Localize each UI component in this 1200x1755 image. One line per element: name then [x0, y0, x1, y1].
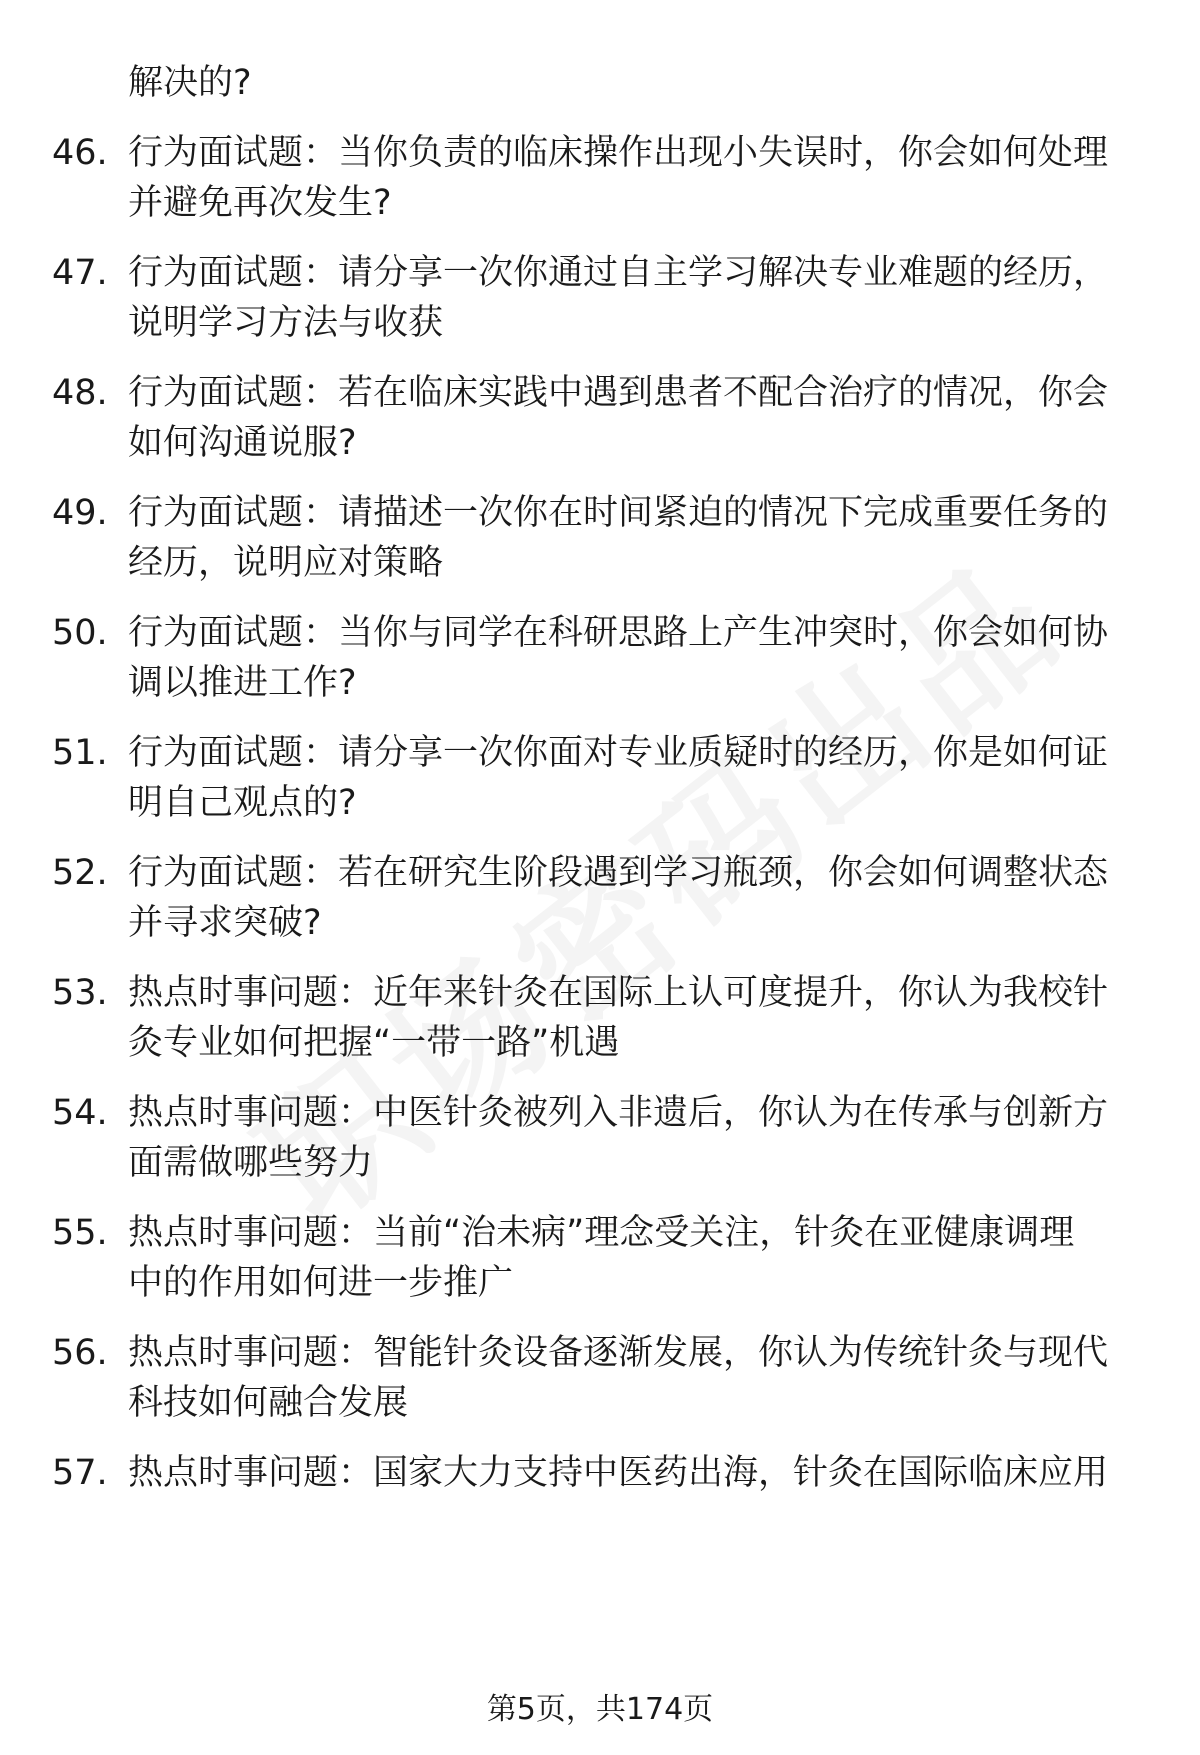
- question-text: 行为面试题：请描述一次你在时间紧迫的情况下完成重要任务的 经历，说明应对策略: [128, 493, 1109, 583]
- question-number: 47.: [52, 253, 108, 293]
- question-number: 54.: [52, 1093, 108, 1133]
- question-text: 行为面试题：若在研究生阶段遇到学习瓶颈，你会如何调整状态 并寻求突破?: [128, 853, 1109, 943]
- question-number: 48.: [52, 373, 108, 413]
- question-text: 热点时事问题：国家大力支持中医药出海，针灸在国际临床应用: [128, 1453, 1109, 1493]
- question-text: 热点时事问题：智能针灸设备逐渐发展，你认为传统针灸与现代 科技如何融合发展: [128, 1333, 1109, 1423]
- question-text: 行为面试题：请分享一次你面对专业质疑时的经历，你是如何证 明自己观点的?: [128, 733, 1109, 823]
- question-text: 行为面试题：当你负责的临床操作出现小失误时，你会如何处理 并避免再次发生?: [128, 133, 1109, 223]
- question-text: 行为面试题：若在临床实践中遇到患者不配合治疗的情况，你会 如何沟通说服?: [128, 373, 1109, 463]
- question-number: 50.: [52, 613, 108, 653]
- continued-text: 解决的?: [128, 63, 252, 103]
- question-number: 51.: [52, 733, 108, 773]
- question-text: 行为面试题：当你与同学在科研思路上产生冲突时，你会如何协 调以推进工作?: [128, 613, 1109, 703]
- question-number: 53.: [52, 973, 108, 1013]
- question-text: 热点时事问题：中医针灸被列入非遗后，你认为在传承与创新方 面需做哪些努力: [128, 1093, 1109, 1183]
- question-text: 热点时事问题：当前“治未病”理念受关注，针灸在亚健康调理 中的作用如何进一步推广: [128, 1213, 1075, 1303]
- question-number: 46.: [52, 133, 108, 173]
- question-number: 57.: [52, 1453, 108, 1493]
- question-number: 49.: [52, 493, 108, 533]
- question-text: 热点时事问题：近年来针灸在国际上认可度提升，你认为我校针 灸专业如何把握“一带一路”机遇: [128, 973, 1109, 1063]
- question-number: 55.: [52, 1213, 108, 1253]
- question-number: 52.: [52, 853, 108, 893]
- page-footer: 第5页，共174页: [486, 1692, 714, 1727]
- question-number: 56.: [52, 1333, 108, 1373]
- question-text: 行为面试题：请分享一次你通过自主学习解决专业难题的经历， 说明学习方法与收获: [128, 253, 1109, 343]
